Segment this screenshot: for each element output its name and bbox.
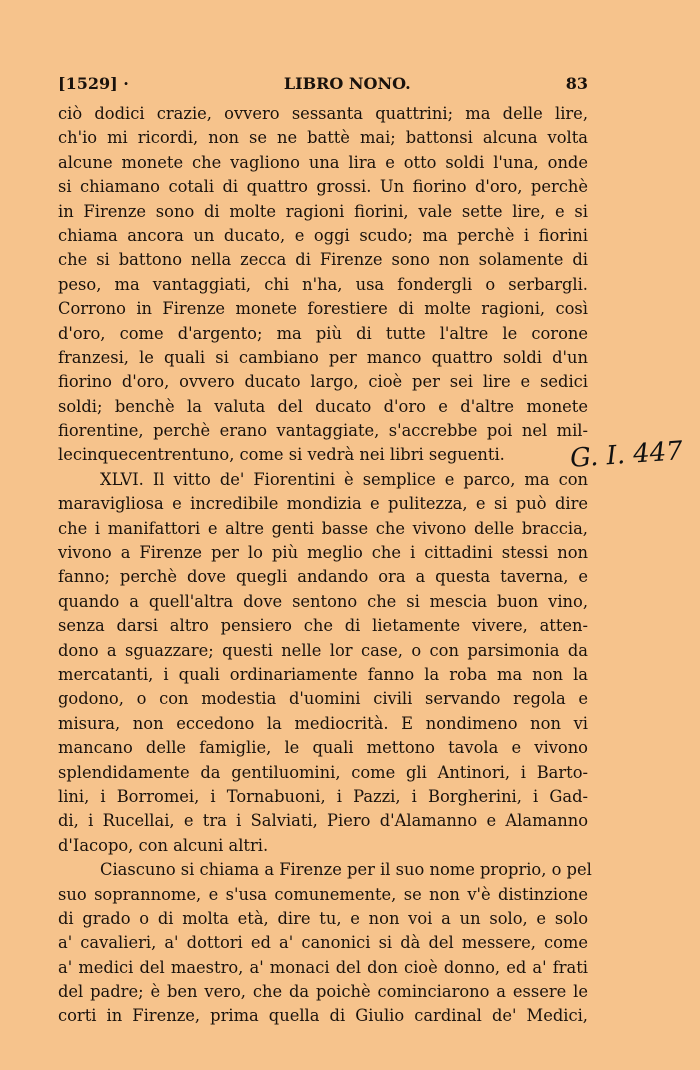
text-line: suo soprannome, e s'usa comunemente, se non v'è distinzione (58, 884, 588, 904)
body-text (58, 102, 592, 1029)
header-title: LIBRO NONO. (283, 74, 411, 93)
text-line: ch'io mi ricordi, non se ne battè mai; battonsi alcuna volta (58, 128, 588, 148)
text-line: splendidamente da gentiluomini, come gli Antinori, i Barto- (58, 762, 588, 782)
text-line: maravigliosa e incredibile mondizia e pulitezza, e si può dire (58, 494, 588, 514)
text-line: a' medici del maestro, a' monaci del don cioè donno, ed a' frati (58, 957, 588, 977)
text-line: godono, o con modestia d'uomini civili servando regola e (58, 689, 588, 709)
text-line: del padre; è ben vero, che da poichè cominciarono a essere le (58, 982, 588, 1002)
text-line: fanno; perchè dove quegli andando ora a questa taverna, e (58, 567, 588, 587)
text-line: d'oro, come d'argento; ma più di tutte l'altre le corone (58, 323, 588, 343)
page-number: 83 (565, 74, 588, 93)
text-line: mancano delle famiglie, le quali mettono tavola e vivono (58, 738, 588, 758)
text-line: che i manifattori e altre genti basse che vivono delle braccia, (58, 518, 588, 538)
text-line: corti in Firenze, prima quella di Giulio cardinal de' Medici, (58, 1006, 588, 1026)
text-line: si chiamano cotali di quattro grossi. Un fiorino d'oro, perchè (58, 177, 588, 197)
text-line: quando a quell'altra dove sentono che si mescia buon vino, (58, 591, 588, 611)
section-start-line: XLVI. Il vitto de' Fiorentini è semplice e parco, ma con (100, 469, 588, 489)
running-header (58, 74, 588, 98)
text-line: lini, i Borromei, i Tornabuoni, i Pazzi, i Borgherini, i Gad- (58, 786, 588, 806)
text-line: lecinquecentrentuno, come si vedrà nei libri seguenti. (58, 445, 505, 465)
text-line: Corrono in Firenze monete forestiere di molte ragioni, così (58, 299, 588, 319)
text-line: misura, non eccedono la mediocrità. E nondimeno non vi (58, 713, 588, 733)
text-line: di grado o di molta età, dire tu, e non voi a un solo, e solo (58, 908, 588, 928)
text-line: vivono a Firenze per lo più meglio che i cittadini stessi non (58, 543, 588, 563)
text-line: in Firenze sono di molte ragioni fiorini, vale sette lire, e si (58, 201, 588, 221)
text-line: di, i Rucellai, e tra i Salviati, Piero d'Alamanno e Alamanno (58, 811, 588, 831)
text-line: soldi; benchè la valuta del ducato d'oro e d'altre monete (58, 396, 588, 416)
book-page (58, 74, 592, 1029)
text-line: d'Iacopo, con alcuni altri. (58, 835, 269, 855)
text-line: peso, ma vantaggiati, chi n'ha, usa fondergli o serbargli. (58, 274, 588, 294)
text-line: chiama ancora un ducato, e oggi scudo; ma perchè i fiorini (58, 225, 588, 245)
text-line: senza darsi altro pensiero che di lietamente vivere, atten- (58, 616, 588, 636)
text-line: ciò dodici crazie, ovvero sessanta quattrini; ma delle lire, (58, 104, 588, 123)
header-year: [1529] · (58, 74, 129, 93)
text-line: fiorino d'oro, ovvero ducato largo, cioè per sei lire e sedici (58, 372, 588, 392)
text-line: franzesi, le quali si cambiano per manco quattro soldi d'un (58, 347, 588, 367)
text-line: che si battono nella zecca di Firenze sono non solamente di (58, 250, 588, 270)
text-line: fiorentine, perchè erano vantaggiate, s'accrebbe poi nel mil- (58, 421, 588, 441)
text-line: a' cavalieri, a' dottori ed a' canonici si dà del messere, come (58, 933, 588, 953)
text-line: mercatanti, i quali ordinariamente fanno la roba ma non la (58, 664, 588, 684)
text-line: dono a sguazzare; questi nelle lor case, o con parsimonia da (58, 640, 588, 660)
text-line: alcune monete che vagliono una lira e otto soldi l'una, onde (58, 152, 588, 172)
handwritten-annotation: G. I. 447 (569, 436, 684, 474)
paragraph-start-line: Ciascuno si chiama a Firenze per il suo nome proprio, o pel (100, 860, 592, 880)
